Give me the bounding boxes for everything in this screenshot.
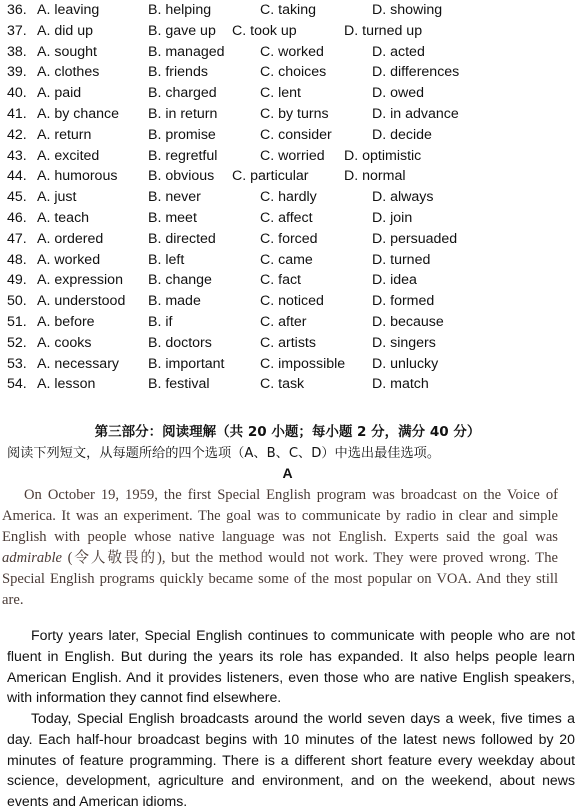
question-row	[7, 314, 572, 335]
paragraph	[7, 708, 575, 812]
question-row	[7, 376, 572, 397]
option-a: A. just	[37, 189, 77, 206]
question-row	[7, 106, 572, 127]
option-c: C. forced	[260, 230, 318, 247]
question-number: 43.	[7, 147, 27, 164]
question-number: 51.	[7, 313, 27, 330]
option-d: D. turned up	[344, 22, 423, 39]
option-a: A. paid	[37, 85, 82, 102]
option-b: B. gave up	[148, 22, 216, 39]
scan-gloss: (令人敬畏的)	[62, 549, 162, 566]
option-b: B. important	[148, 355, 225, 372]
question-number: 39.	[7, 64, 27, 81]
scanned-paragraph	[2, 485, 558, 610]
answer-options-list	[7, 2, 572, 397]
option-c: C. artists	[260, 334, 316, 351]
option-d: D. in advance	[372, 105, 459, 122]
option-a: A. did up	[37, 22, 94, 39]
question-number: 41.	[7, 105, 27, 122]
question-number: 38.	[7, 43, 27, 60]
question-row	[7, 23, 572, 44]
option-c: C. by turns	[260, 105, 329, 122]
option-b: B. friends	[148, 64, 208, 81]
option-a: A. cooks	[37, 334, 92, 351]
option-d: D. join	[372, 209, 413, 226]
paragraph-text: Today, Special English broadcasts around the world seven days a week, five times a day. Each half-hour broadcast begins with 10 minutes of the latest news followed by 20 minutes of feature programming. There is a different short feature every weekday about science, development, agriculture and environment, and on the weekend, about news events and American idioms.	[7, 710, 575, 810]
option-d: D. persuaded	[372, 230, 458, 247]
option-a: A. sought	[37, 43, 97, 60]
option-c: C. affect	[260, 209, 313, 226]
option-d: D. turned	[372, 251, 431, 268]
option-a: A. expression	[37, 272, 123, 289]
question-row	[7, 231, 572, 252]
question-number: 37.	[7, 22, 27, 39]
question-row	[7, 127, 572, 148]
option-b: B. promise	[148, 126, 216, 143]
question-row	[7, 272, 572, 293]
paragraph	[7, 625, 575, 708]
option-a: A. return	[37, 126, 92, 143]
question-row	[7, 148, 572, 169]
option-a: A. excited	[37, 147, 100, 164]
option-b: B. meet	[148, 209, 197, 226]
option-b: B. made	[148, 293, 201, 310]
scan-text-after: , but the method would not work. They were proved wrong. The Special English programs quickly became some of the most popular on VOA. And they still are.	[2, 549, 558, 608]
option-c: C. choices	[260, 64, 327, 81]
question-row	[7, 44, 572, 65]
option-a: A. lesson	[37, 376, 96, 393]
question-row	[7, 293, 572, 314]
question-number: 54.	[7, 376, 27, 393]
question-number: 52.	[7, 334, 27, 351]
passage-label: A	[282, 465, 293, 481]
question-number: 36.	[7, 2, 27, 18]
scan-text-before: On October 19, 1959, the first Special English program was broadcast on the Voice of America. It was an experiment. The goal was to communicate by radio in clear and simple English with people whose native language was not English. Experts said the goal was	[2, 487, 558, 545]
option-d: D. formed	[372, 293, 435, 310]
option-b: B. change	[148, 272, 212, 289]
option-d: D. optimistic	[344, 147, 422, 164]
option-c: C. lent	[260, 85, 302, 102]
paragraph-text: Forty years later, Special English continues to communicate with people who are not fluent in English. But during the years its role has expanded. It also helps people learn American English. And it provides listeners, even those who are native English speakers, with information they cannot find elsewhere.	[7, 627, 575, 706]
option-c: C. fact	[260, 272, 301, 289]
question-number: 50.	[7, 293, 27, 310]
question-row	[7, 2, 572, 23]
scan-italic-word: admirable	[2, 549, 62, 566]
question-row	[7, 168, 572, 189]
option-a: A. clothes	[37, 64, 100, 81]
question-number: 45.	[7, 189, 27, 206]
option-d: D. match	[372, 376, 429, 393]
option-b: B. in return	[148, 105, 218, 122]
option-b: B. doctors	[148, 334, 212, 351]
question-row	[7, 210, 572, 231]
question-number: 48.	[7, 251, 27, 268]
option-b: B. festival	[148, 376, 210, 393]
option-b: B. left	[148, 251, 185, 268]
option-c: C. particular	[232, 168, 309, 185]
question-number: 53.	[7, 355, 27, 372]
option-c: C. task	[260, 376, 305, 393]
option-a: A. teach	[37, 209, 90, 226]
option-b: B. if	[148, 313, 173, 330]
option-d: D. showing	[372, 2, 443, 18]
question-row	[7, 64, 572, 85]
option-d: D. decide	[372, 126, 432, 143]
question-number: 44.	[7, 168, 27, 185]
option-d: D. acted	[372, 43, 425, 60]
option-c: C. after	[260, 313, 307, 330]
option-d: D. owed	[372, 85, 425, 102]
option-d: D. normal	[344, 168, 406, 185]
option-b: B. charged	[148, 85, 217, 102]
option-b: B. managed	[148, 43, 225, 60]
option-c: C. took up	[232, 22, 297, 39]
option-a: A. leaving	[37, 2, 100, 18]
option-c: C. came	[260, 251, 313, 268]
option-a: A. necessary	[37, 355, 120, 372]
question-number: 46.	[7, 209, 27, 226]
option-c: C. taking	[260, 2, 316, 18]
option-c: C. worked	[260, 43, 324, 60]
option-c: C. hardly	[260, 189, 317, 206]
question-row	[7, 189, 572, 210]
question-number: 42.	[7, 126, 27, 143]
question-number: 40.	[7, 85, 27, 102]
question-row	[7, 335, 572, 356]
option-a: A. worked	[37, 251, 101, 268]
option-c: C. noticed	[260, 293, 324, 310]
option-c: C. consider	[260, 126, 332, 143]
option-d: D. singers	[372, 334, 436, 351]
option-d: D. idea	[372, 272, 417, 289]
question-number: 49.	[7, 272, 27, 289]
option-d: D. differences	[372, 64, 460, 81]
question-row	[7, 356, 572, 377]
option-a: A. by chance	[37, 105, 120, 122]
option-d: D. because	[372, 313, 444, 330]
question-row	[7, 252, 572, 273]
question-number: 47.	[7, 230, 27, 247]
option-a: A. humorous	[37, 168, 118, 185]
option-d: D. always	[372, 189, 434, 206]
option-c: C. worried	[260, 147, 325, 164]
option-c: C. impossible	[260, 355, 346, 372]
option-a: A. ordered	[37, 230, 104, 247]
option-d: D. unlucky	[372, 355, 439, 372]
option-b: B. directed	[148, 230, 216, 247]
option-b: B. regretful	[148, 147, 218, 164]
option-a: A. before	[37, 313, 95, 330]
option-a: A. understood	[37, 293, 126, 310]
option-b: B. obvious	[148, 168, 215, 185]
option-b: B. never	[148, 189, 201, 206]
option-b: B. helping	[148, 2, 212, 18]
instructions: 阅读下列短文，从每题所给的四个选项（A、B、C、D）中选出最佳选项。	[7, 446, 441, 461]
section-title: 第三部分：阅读理解（共 20 小题；每小题 2 分，满分 40 分）	[94, 424, 481, 440]
question-row	[7, 85, 572, 106]
